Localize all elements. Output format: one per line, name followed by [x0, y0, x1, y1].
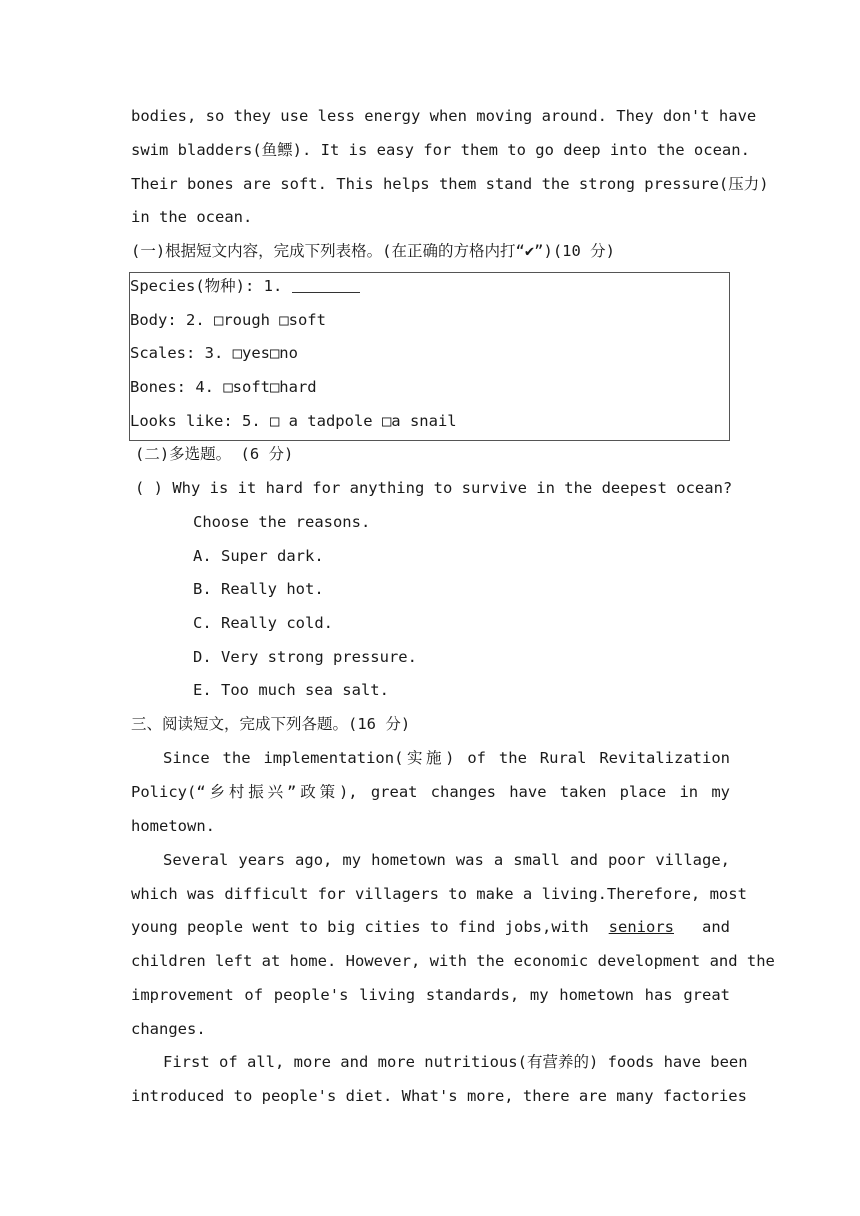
- table-row: [130, 269, 360, 303]
- section2-heading: (二)多选题。 (6 分): [135, 445, 294, 463]
- passage-line: Since the implementation(实施) of the Rural Revitalization: [163, 749, 730, 767]
- passage-line: improvement of people's living standards, my hometown has great: [131, 986, 730, 1004]
- option-d: D. Very strong pressure.: [193, 648, 417, 666]
- passage-line: changes.: [131, 1020, 206, 1038]
- passage-line: introduced to people's diet. What's more, there are many factories: [131, 1087, 747, 1105]
- passage-line: First of all, more and more nutritious(有营养的) foods have been: [163, 1053, 748, 1071]
- passage-line: children left at home. However, with the economic development and the: [131, 952, 775, 970]
- passage-line: hometown.: [131, 817, 215, 835]
- option-a: A. Super dark.: [193, 547, 324, 565]
- passage-text: and: [702, 918, 730, 936]
- passage-line: Several years ago, my hometown was a small and poor village,: [163, 851, 730, 869]
- section1-heading: (一)根据短文内容，完成下列表格。(在正确的方格内打“✔”)(10 分): [131, 242, 615, 260]
- passage-line: Their bones are soft. This helps them stand the strong pressure(压力): [131, 175, 769, 193]
- option-c: C. Really cold.: [193, 614, 333, 632]
- passage-line: [131, 910, 730, 944]
- question-line: ( ) Why is it hard for anything to survive in the deepest ocean?: [135, 479, 733, 497]
- passage-text: young people went to big cities to find jobs,with: [131, 918, 589, 936]
- table-row: Body: 2. □rough □soft: [130, 311, 326, 329]
- passage-line: which was difficult for villagers to make a living.Therefore, most: [131, 885, 747, 903]
- question-line: Choose the reasons.: [193, 513, 371, 531]
- passage-line: Policy(“乡村振兴”政策), great changes have taken place in my: [131, 783, 730, 801]
- passage-line: bodies, so they use less energy when moving around. They don't have: [131, 107, 757, 125]
- section3-heading: 三、阅读短文，完成下列各题。(16 分): [131, 715, 411, 733]
- table-row: Looks like: 5. □ a tadpole □a snail: [130, 412, 457, 430]
- option-e: E. Too much sea salt.: [193, 681, 389, 699]
- answer-blank[interactable]: [292, 274, 360, 293]
- species-label: Species(物种): 1.: [130, 277, 283, 295]
- underlined-word: seniors: [608, 918, 674, 936]
- passage-line: in the ocean.: [131, 208, 253, 226]
- table-row: Bones: 4. □soft□hard: [130, 378, 317, 396]
- table-row: Scales: 3. □yes□no: [130, 344, 298, 362]
- answer-table: [129, 272, 730, 441]
- passage-line: swim bladders(鱼鳔). It is easy for them to go deep into the ocean.: [131, 141, 750, 159]
- option-b: B. Really hot.: [193, 580, 324, 598]
